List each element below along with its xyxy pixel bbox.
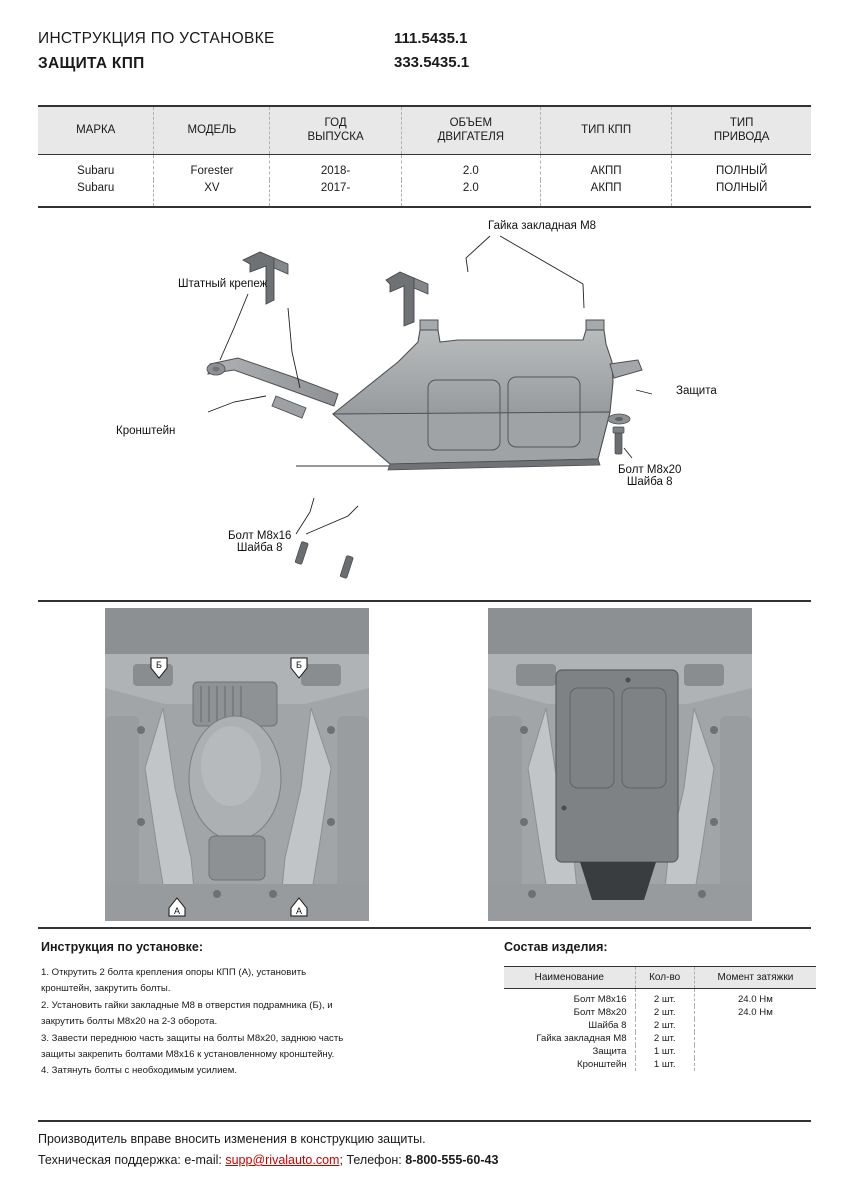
cell-qty: 2 шт. <box>635 989 694 1007</box>
photo-before-installation <box>105 608 369 921</box>
composition-table-head <box>504 967 816 989</box>
table-row <box>504 1006 816 1019</box>
support-email-link[interactable]: supp@rivalauto.com <box>225 1153 340 1167</box>
page-title: ИНСТРУКЦИЯ ПО УСТАНОВКЕ <box>38 30 275 47</box>
table-row <box>38 154 811 180</box>
instruction-line: 3. Завести переднюю часть защиты на болты M8x20, заднюю часть <box>41 1032 344 1044</box>
photo-after-installation <box>488 608 752 921</box>
cell-qty: 1 шт. <box>635 1045 694 1058</box>
svg-text:Б: Б <box>296 660 302 670</box>
instructions-title: Инструкция по установке: <box>41 940 203 954</box>
label-bolt-m8x16: Болт M8x16 Шайба 8 <box>228 530 292 554</box>
cell-torque <box>694 1019 816 1032</box>
spec-col-model: МОДЕЛЬ <box>154 106 270 154</box>
instruction-line: кронштейн, закрутить болты. <box>41 983 171 995</box>
composition-title: Состав изделия: <box>504 940 608 954</box>
cell-part-name: Гайка закладная M8 <box>536 1033 627 1044</box>
cell-qty: 2 шт. <box>635 1019 694 1032</box>
underbody-photo-right <box>488 608 752 921</box>
instruction-line: закрутить болты M8x20 на 2-3 оборота. <box>41 1016 218 1028</box>
spec-table-head <box>38 106 811 154</box>
document-header <box>38 30 811 90</box>
exploded-assembly-diagram <box>38 212 811 594</box>
composition-table <box>504 966 816 1071</box>
cell-model: XV <box>154 180 270 207</box>
underbody-photo-left <box>105 608 369 921</box>
spec-col-year: ГОД ВЫПУСКА <box>270 106 401 154</box>
footer-disclaimer: Производитель вправе вносить изменения в конструкцию защиты. <box>38 1132 426 1146</box>
cell-qty: 2 шт. <box>635 1032 694 1045</box>
cell-torque <box>694 1032 816 1045</box>
installation-instructions <box>41 940 441 1081</box>
cell-model: Forester <box>154 154 270 180</box>
header-titles <box>38 30 275 73</box>
cell-torque: 24.0 Нм <box>694 1006 816 1019</box>
cell-part-name: Болт M8x20 <box>573 1007 627 1018</box>
cell-drive: ПОЛНЫЙ <box>672 154 811 180</box>
cell-torque <box>694 1058 816 1071</box>
instruction-line: 2. Установить гайки закладные M8 в отверстия подрамника (Б), и <box>41 999 333 1011</box>
spec-col-engine: ОБЪЕМ ДВИГАТЕЛЯ <box>401 106 540 154</box>
label-standard-fastener: Штатный крепеж <box>178 278 268 290</box>
skid-plate-shape <box>333 320 642 470</box>
cell-part-name: Болт M8x16 <box>573 994 627 1005</box>
support-phone: 8-800-555-60-43 <box>405 1153 499 1167</box>
cell-brand: Subaru <box>77 182 115 195</box>
bolt-m8x16-parts <box>295 541 353 578</box>
cell-gearbox: АКПП <box>540 154 671 180</box>
cell-year: 2017- <box>270 180 401 207</box>
instructions-steps <box>41 966 441 1079</box>
table-row <box>38 180 811 207</box>
label-shield: Защита <box>676 385 717 397</box>
instruction-line: 1. Открутить 2 болта крепления опоры КПП (А), установить <box>41 967 307 978</box>
bracket-shape <box>207 358 338 418</box>
embedded-nut-right <box>386 272 428 326</box>
svg-text:А: А <box>173 906 181 916</box>
cell-torque: 24.0 Нм <box>694 989 816 1007</box>
cell-drive: ПОЛНЫЙ <box>672 180 811 207</box>
cell-year: 2018- <box>270 154 401 180</box>
header-codes <box>394 30 469 71</box>
cell-part-name: Защита <box>592 1046 627 1057</box>
table-row <box>504 989 816 1007</box>
cell-qty: 2 шт. <box>635 1006 694 1019</box>
table-row <box>504 1045 816 1058</box>
composition-table-body <box>504 989 816 1072</box>
cell-engine: 2.0 <box>401 180 540 207</box>
bolt-m8x20-part <box>608 414 630 454</box>
label-bolt-m8x20: Болт M8x20 Шайба 8 <box>618 464 682 488</box>
phone-label: Телефон: <box>346 1153 402 1167</box>
cell-torque <box>694 1045 816 1058</box>
table-row <box>504 1019 816 1032</box>
support-label: Техническая поддержка: e-mail: <box>38 1153 222 1167</box>
cell-part-name: Шайба 8 <box>588 1020 627 1031</box>
spec-col-brand: МАРКА <box>76 124 116 137</box>
cell-brand: Subaru <box>77 164 115 177</box>
spec-table-body <box>38 154 811 207</box>
footer-contacts <box>38 1153 811 1167</box>
semicolon: ; <box>339 1153 343 1167</box>
cell-engine: 2.0 <box>401 154 540 180</box>
spec-col-drive: ТИП ПРИВОДА <box>672 106 811 154</box>
product-composition <box>504 940 816 1071</box>
cell-gearbox: АКПП <box>540 180 671 207</box>
comp-col-qty: Кол-во <box>635 967 694 989</box>
spec-header-row <box>38 106 811 154</box>
product-code-1: 111.5435.1 <box>394 30 468 47</box>
cell-part-name: Кронштейн <box>576 1059 627 1070</box>
label-bracket: Кронштейн <box>116 425 176 437</box>
table-row <box>504 1058 816 1071</box>
svg-text:А: А <box>295 906 303 916</box>
composition-header-row <box>504 967 816 989</box>
vehicle-spec-table <box>38 105 811 208</box>
svg-text:Б: Б <box>156 660 162 670</box>
instruction-line: защиты закрепить болтами M8x16 к установленному кронштейну. <box>41 1048 335 1060</box>
label-embedded-nut: Гайка закладная M8 <box>488 220 597 232</box>
cell-qty: 1 шт. <box>635 1058 694 1071</box>
document-footer <box>38 1120 811 1167</box>
installation-photos <box>38 600 811 929</box>
page-subtitle: ЗАЩИТА КПП <box>38 55 145 72</box>
assembly-drawing <box>38 212 811 594</box>
instruction-line: 4. Затянуть болты с необходимым усилием. <box>41 1065 238 1077</box>
comp-col-name: Наименование <box>504 967 635 989</box>
comp-col-torque: Момент затяжки <box>694 967 816 989</box>
product-code-2: 333.5435.1 <box>394 54 470 71</box>
spec-col-gearbox: ТИП КПП <box>540 106 671 154</box>
table-row <box>504 1032 816 1045</box>
